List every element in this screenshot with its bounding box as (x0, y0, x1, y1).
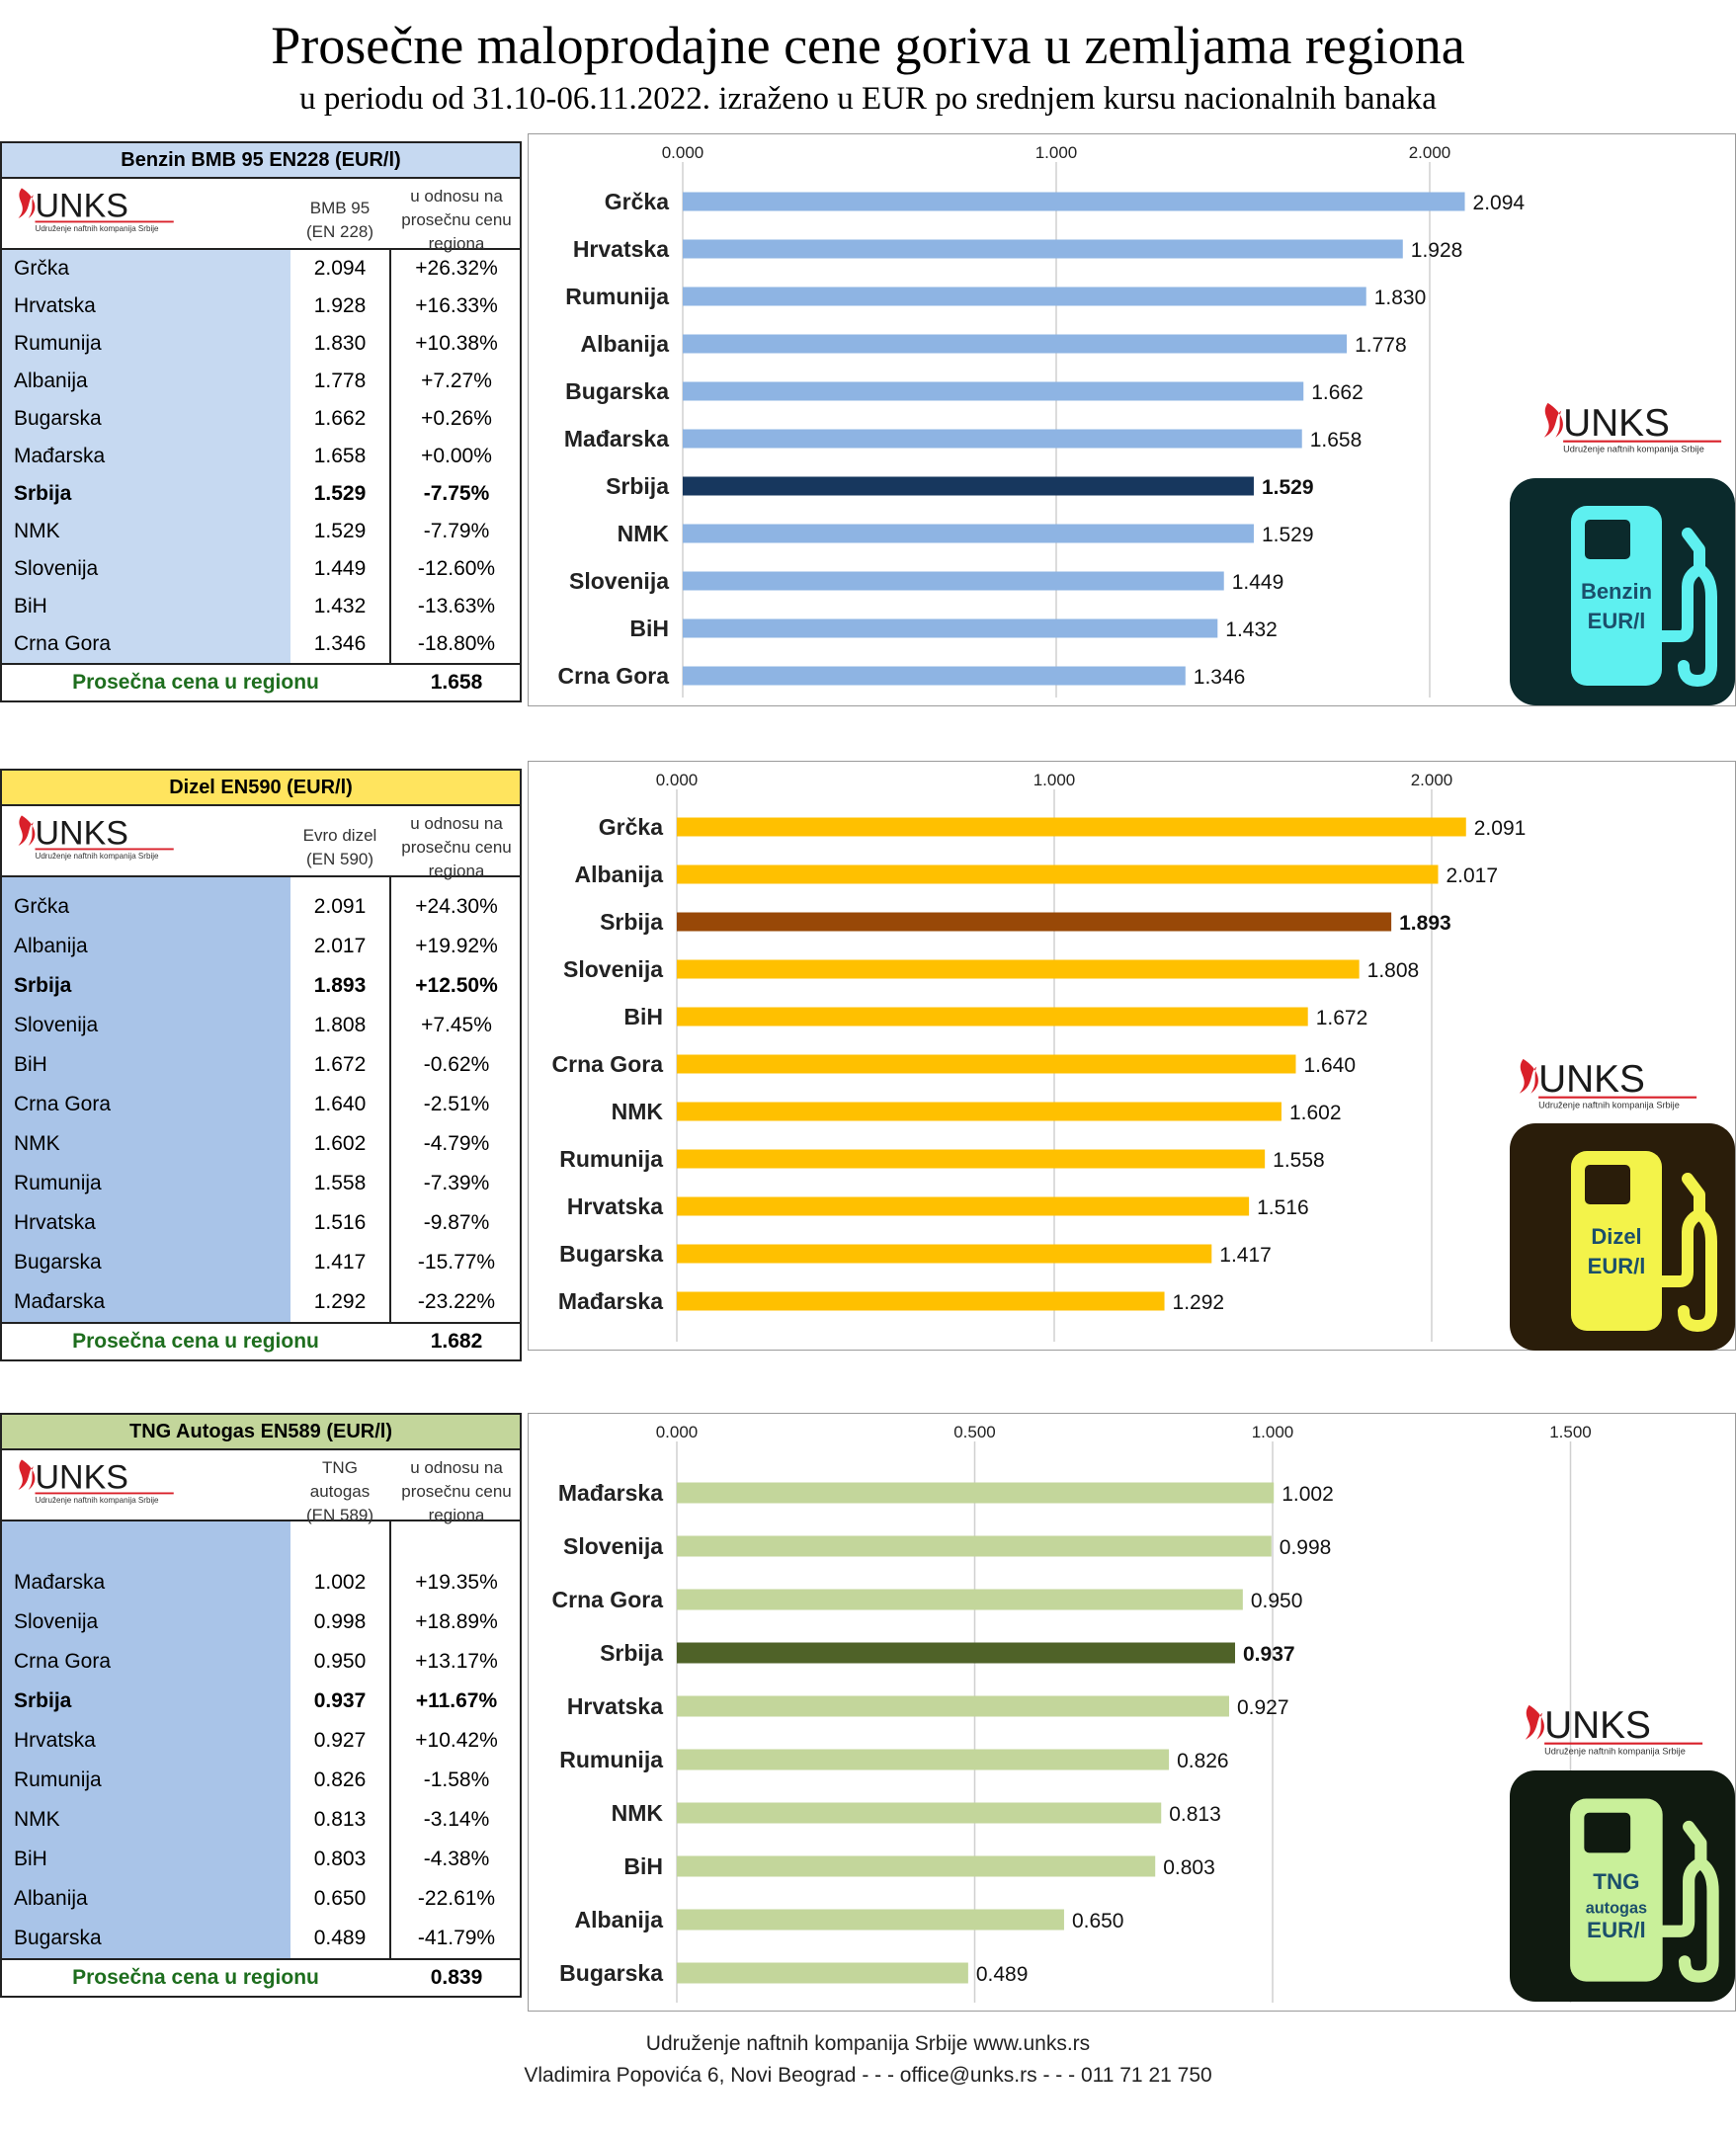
fuel-icon-label: Dizel (1591, 1224, 1642, 1249)
category-label: Srbija (600, 1640, 663, 1666)
average-value: 1.658 (430, 671, 483, 694)
data-label: 0.826 (1177, 1750, 1229, 1772)
percent-diff: +19.35% (415, 1571, 498, 1594)
column-header-value: Evro dizel (EN 590) (302, 826, 377, 868)
bar (677, 1803, 1161, 1824)
data-label: 1.928 (1410, 239, 1463, 262)
data-label: 1.893 (1399, 912, 1451, 935)
category-label: Crna Gora (551, 1051, 663, 1077)
data-label: 2.091 (1473, 817, 1527, 840)
bar (677, 1590, 1243, 1610)
data-label: 1.449 (1231, 571, 1284, 594)
country-name: Crna Gora (14, 1650, 112, 1673)
data-label: 0.813 (1169, 1803, 1221, 1826)
table-title: TNG Autogas EN589 (EUR/l) (2, 1415, 520, 1450)
percent-diff: +7.45% (421, 1014, 492, 1036)
price-value: 1.002 (313, 1571, 367, 1594)
country-name: Slovenija (14, 1014, 99, 1036)
category-label: Grčka (598, 814, 663, 840)
country-name: BiH (14, 595, 47, 617)
logo-tagline: Udruženje naftnih kompanija Srbije (1538, 1100, 1680, 1110)
percent-diff: +12.50% (415, 974, 498, 997)
country-name: Albanija (14, 935, 88, 957)
country-name: Hrvatska (14, 1211, 96, 1234)
data-label: 1.830 (1373, 287, 1427, 309)
table-title: Benzin BMB 95 EN228 (EUR/l) (2, 143, 520, 179)
percent-diff: +16.33% (415, 294, 498, 317)
percent-diff: -1.58% (423, 1768, 490, 1791)
country-name: Grčka (14, 895, 70, 918)
data-label: 0.927 (1236, 1696, 1289, 1719)
percent-diff: +18.89% (415, 1610, 498, 1633)
country-name: Hrvatska (14, 1729, 96, 1752)
percent-diff: -9.87% (423, 1211, 490, 1234)
data-label: 1.808 (1366, 959, 1420, 982)
price-value: 1.516 (313, 1211, 367, 1234)
data-label: 0.998 (1279, 1536, 1332, 1559)
percent-diff: +10.38% (415, 332, 498, 355)
column-header-value: BMB 95 (EN 228) (305, 199, 374, 241)
tng-fuel-icon (1510, 1770, 1735, 2002)
logo-tagline: Udruženje naftnih kompanija Srbije (35, 223, 159, 233)
price-value: 1.640 (313, 1093, 367, 1115)
average-label: Prosečna cena u regionu (72, 1330, 319, 1353)
percent-diff: +24.30% (415, 895, 498, 918)
data-label: 1.292 (1172, 1291, 1225, 1314)
data-label: 1.662 (1311, 381, 1364, 404)
country-name: Slovenija (14, 1610, 99, 1633)
table-row (2, 1761, 520, 1800)
percent-diff: -2.51% (423, 1093, 490, 1115)
logo-text: UNKS (35, 187, 128, 225)
average-value: 0.839 (430, 1966, 483, 1989)
table-row (2, 1682, 520, 1721)
category-label: Albanija (574, 1907, 663, 1932)
price-value: 2.017 (313, 935, 367, 957)
price-value: 1.449 (313, 557, 367, 580)
data-label: 1.558 (1273, 1149, 1325, 1172)
price-value: 1.662 (313, 407, 367, 430)
percent-diff: -22.61% (417, 1887, 496, 1910)
bar (677, 1483, 1274, 1504)
category-label: NMK (617, 521, 669, 546)
percent-diff: +0.26% (421, 407, 492, 430)
logo-tagline: Udruženje naftnih kompanija Srbije (35, 1495, 159, 1505)
price-value: 0.950 (313, 1650, 367, 1673)
country-name: NMK (14, 520, 60, 542)
table-row (2, 1919, 520, 1958)
data-label: 1.640 (1303, 1054, 1357, 1077)
tick-label: 1.500 (1549, 1423, 1592, 1441)
table-row (2, 1840, 520, 1879)
page-title: Prosečne maloprodajne cene goriva u zemljama regiona (271, 16, 1465, 75)
data-label: 1.417 (1219, 1244, 1272, 1267)
price-value: 0.998 (313, 1610, 367, 1633)
percent-diff: -41.79% (417, 1927, 496, 1949)
category-label: BiH (629, 616, 669, 641)
country-name: Mađarska (14, 1290, 106, 1313)
price-value: 1.346 (313, 632, 367, 655)
flame-icon (19, 1459, 36, 1490)
bar (677, 1750, 1169, 1770)
average-value: 1.682 (430, 1330, 483, 1353)
category-label: BiH (623, 1004, 663, 1029)
percent-diff: -7.79% (423, 520, 490, 542)
column-header-percent: u odnosu na prosečnu cenu regiona (401, 1458, 512, 1524)
price-value: 1.808 (313, 1014, 367, 1036)
tick-label: 1.000 (1033, 771, 1076, 789)
data-label: 0.950 (1250, 1590, 1303, 1612)
percent-diff: -18.80% (417, 632, 496, 655)
flame-icon (1526, 1705, 1544, 1740)
percent-diff: +7.27% (421, 370, 492, 392)
price-value: 1.417 (313, 1251, 367, 1274)
country-name: Crna Gora (14, 1093, 112, 1115)
category-label: Hrvatska (572, 236, 669, 262)
price-value: 1.672 (313, 1053, 367, 1076)
category-label: NMK (611, 1099, 663, 1124)
column-header-value: TNG autogas (EN 589) (305, 1458, 374, 1524)
country-name: Rumunija (14, 1172, 102, 1194)
percent-diff: +10.42% (415, 1729, 498, 1752)
price-value: 1.928 (313, 294, 367, 317)
country-name: BiH (14, 1053, 47, 1076)
fuel-icon-label: TNG (1593, 1869, 1640, 1895)
country-name: Albanija (14, 370, 88, 392)
logo-tagline: Udruženje naftnih kompanija Srbije (35, 851, 159, 861)
data-label: 0.937 (1243, 1643, 1295, 1666)
percent-diff: -15.77% (417, 1251, 496, 1274)
data-label: 1.778 (1355, 334, 1407, 357)
percent-diff: -0.62% (423, 1053, 490, 1076)
country-name: Bugarska (14, 1251, 102, 1274)
percent-diff: -7.75% (423, 482, 490, 505)
price-value: 2.094 (313, 257, 367, 280)
unks-logo (10, 1456, 178, 1507)
fuel-icon-label: Benzin (1580, 579, 1653, 604)
bar (677, 1963, 968, 1984)
country-name: Bugarska (14, 407, 102, 430)
price-value: 0.927 (313, 1729, 367, 1752)
tick-label: 2.000 (1410, 771, 1453, 789)
data-label: 1.346 (1193, 666, 1246, 689)
category-label: Crna Gora (557, 663, 669, 689)
percent-diff: -12.60% (417, 557, 496, 580)
fuel-icon-label: autogas (1585, 1899, 1648, 1918)
tick-label: 1.000 (1251, 1423, 1294, 1441)
category-label: Bugarska (559, 1960, 663, 1986)
table-row (2, 1603, 520, 1642)
percent-diff: -4.38% (423, 1848, 490, 1870)
tick-label: 1.000 (1034, 143, 1078, 162)
percent-diff: -4.79% (423, 1132, 490, 1155)
category-label: Slovenija (563, 956, 663, 982)
category-label: Mađarska (563, 426, 669, 452)
category-label: Albanija (580, 331, 669, 357)
fuel-icon-label: EUR/l (1587, 609, 1646, 633)
data-label: 1.672 (1315, 1007, 1368, 1029)
logo-text: UNKS (35, 1458, 128, 1497)
page-subtitle: u periodu od 31.10-06.11.2022. izraženo u EUR po srednjem kursu nacionalnih banaka (299, 81, 1437, 117)
category-label: Rumunija (565, 284, 669, 309)
column-header-percent: u odnosu na prosečnu cenu regiona (401, 814, 512, 880)
tick-label: 2.000 (1408, 143, 1451, 162)
category-label: BiH (623, 1853, 663, 1879)
percent-diff: +26.32% (415, 257, 498, 280)
tick-label: 0.000 (661, 143, 704, 162)
country-name: Bugarska (14, 1927, 102, 1949)
country-name: Hrvatska (14, 294, 96, 317)
fuel-icon-label: EUR/l (1587, 1917, 1646, 1942)
table-header (2, 1450, 520, 1524)
price-value: 1.602 (313, 1132, 367, 1155)
price-value: 2.091 (313, 895, 367, 918)
average-label: Prosečna cena u regionu (72, 1966, 319, 1989)
footer-line-2: Vladimira Popovića 6, Novi Beograd - - - office@unks.rs - - - 011 71 21 750 (524, 2064, 1212, 2087)
logo-tagline: Udruženje naftnih kompanija Srbije (1544, 1746, 1686, 1757)
average-label: Prosečna cena u regionu (72, 671, 319, 694)
table-row (2, 1879, 520, 1919)
category-label: Albanija (574, 862, 663, 887)
data-label: 1.529 (1261, 524, 1314, 546)
data-label: 0.803 (1163, 1856, 1215, 1879)
price-value: 1.529 (313, 482, 367, 505)
data-label: 1.658 (1309, 429, 1363, 452)
average-row (2, 1958, 520, 1996)
country-name: Srbija (14, 1689, 72, 1712)
price-value: 1.830 (313, 332, 367, 355)
country-name: Mađarska (14, 1571, 106, 1594)
price-value: 1.558 (313, 1172, 367, 1194)
logo-tagline: Udruženje naftnih kompanija Srbije (1563, 444, 1704, 454)
tick-label: 0.000 (655, 771, 699, 789)
category-label: Hrvatska (566, 1693, 663, 1719)
data-label: 2.094 (1472, 192, 1526, 214)
logo-text: UNKS (1544, 1703, 1651, 1747)
price-value: 1.432 (313, 595, 367, 617)
percent-diff: +11.67% (415, 1689, 498, 1712)
table-row (2, 1800, 520, 1840)
country-name: NMK (14, 1132, 60, 1155)
percent-diff: +13.17% (415, 1650, 498, 1673)
country-name: BiH (14, 1848, 47, 1870)
logo-text: UNKS (1538, 1057, 1645, 1101)
price-value: 0.803 (313, 1848, 367, 1870)
country-name: Rumunija (14, 332, 102, 355)
percent-diff: -13.63% (417, 595, 496, 617)
unks-logo (1516, 1701, 1707, 1759)
data-label: 0.650 (1071, 1910, 1124, 1932)
bar (677, 1643, 1235, 1664)
fuel-icon-label: EUR/l (1587, 1254, 1646, 1278)
tick-label: 0.000 (655, 1423, 699, 1441)
category-label: Srbija (606, 473, 669, 499)
price-value: 1.292 (313, 1290, 367, 1313)
percent-diff: -3.14% (423, 1808, 490, 1831)
data-label: 1.516 (1257, 1196, 1309, 1219)
price-value: 0.937 (313, 1689, 367, 1712)
category-label: Srbija (600, 909, 663, 935)
price-value: 0.826 (313, 1768, 367, 1791)
price-value: 0.489 (313, 1927, 367, 1949)
bar (677, 1696, 1229, 1717)
table-row (2, 1721, 520, 1761)
data-label: 1.529 (1261, 476, 1314, 499)
column-header-percent: u odnosu na prosečnu cenu regiona (401, 187, 512, 253)
category-label: Hrvatska (566, 1193, 663, 1219)
category-label: NMK (611, 1800, 663, 1826)
bar (677, 1536, 1272, 1557)
table-title: Dizel EN590 (EUR/l) (2, 771, 520, 806)
price-value: 1.658 (313, 445, 367, 467)
price-value: 1.893 (313, 974, 367, 997)
percent-diff: -23.22% (417, 1290, 496, 1313)
data-label: 0.489 (975, 1963, 1029, 1986)
category-label: Rumunija (559, 1146, 663, 1172)
category-label: Crna Gora (551, 1587, 663, 1612)
tng-table (0, 1413, 522, 1998)
table-row (2, 1563, 520, 1603)
country-name: NMK (14, 1808, 60, 1831)
category-label: Bugarska (559, 1241, 663, 1267)
data-label: 1.602 (1288, 1102, 1342, 1124)
bar (677, 1856, 1155, 1877)
data-label: 1.002 (1281, 1483, 1334, 1506)
tick-label: 0.500 (953, 1423, 996, 1441)
bar (677, 1910, 1064, 1931)
price-value: 1.529 (313, 520, 367, 542)
country-name: Rumunija (14, 1768, 102, 1791)
country-name: Mađarska (14, 445, 106, 467)
category-label: Mađarska (557, 1288, 663, 1314)
category-label: Grčka (604, 189, 669, 214)
country-name: Srbija (14, 482, 72, 505)
price-value: 1.778 (313, 370, 367, 392)
percent-diff: +0.00% (421, 445, 492, 467)
country-name: Slovenija (14, 557, 99, 580)
data-label: 2.017 (1446, 864, 1499, 887)
logo-text: UNKS (35, 814, 128, 853)
logo-text: UNKS (1563, 401, 1670, 445)
country-name: Srbija (14, 974, 72, 997)
price-value: 0.650 (313, 1887, 367, 1910)
price-value: 0.813 (313, 1808, 367, 1831)
country-name: Grčka (14, 257, 70, 280)
category-label: Slovenija (563, 1533, 663, 1559)
country-name: Crna Gora (14, 632, 112, 655)
footer-line-1: Udruženje naftnih kompanija Srbije www.unks.rs (645, 2032, 1091, 2055)
data-label: 1.432 (1225, 618, 1278, 641)
country-name: Albanija (14, 1887, 88, 1910)
table-body (2, 1521, 520, 1958)
fuel-pump-icon (1510, 1770, 1735, 2002)
category-label: Bugarska (565, 378, 669, 404)
category-label: Rumunija (559, 1747, 663, 1772)
table-row (2, 1642, 520, 1682)
percent-diff: +19.92% (415, 935, 498, 957)
percent-diff: -7.39% (423, 1172, 490, 1194)
category-label: Slovenija (569, 568, 669, 594)
category-label: Mađarska (557, 1480, 663, 1506)
